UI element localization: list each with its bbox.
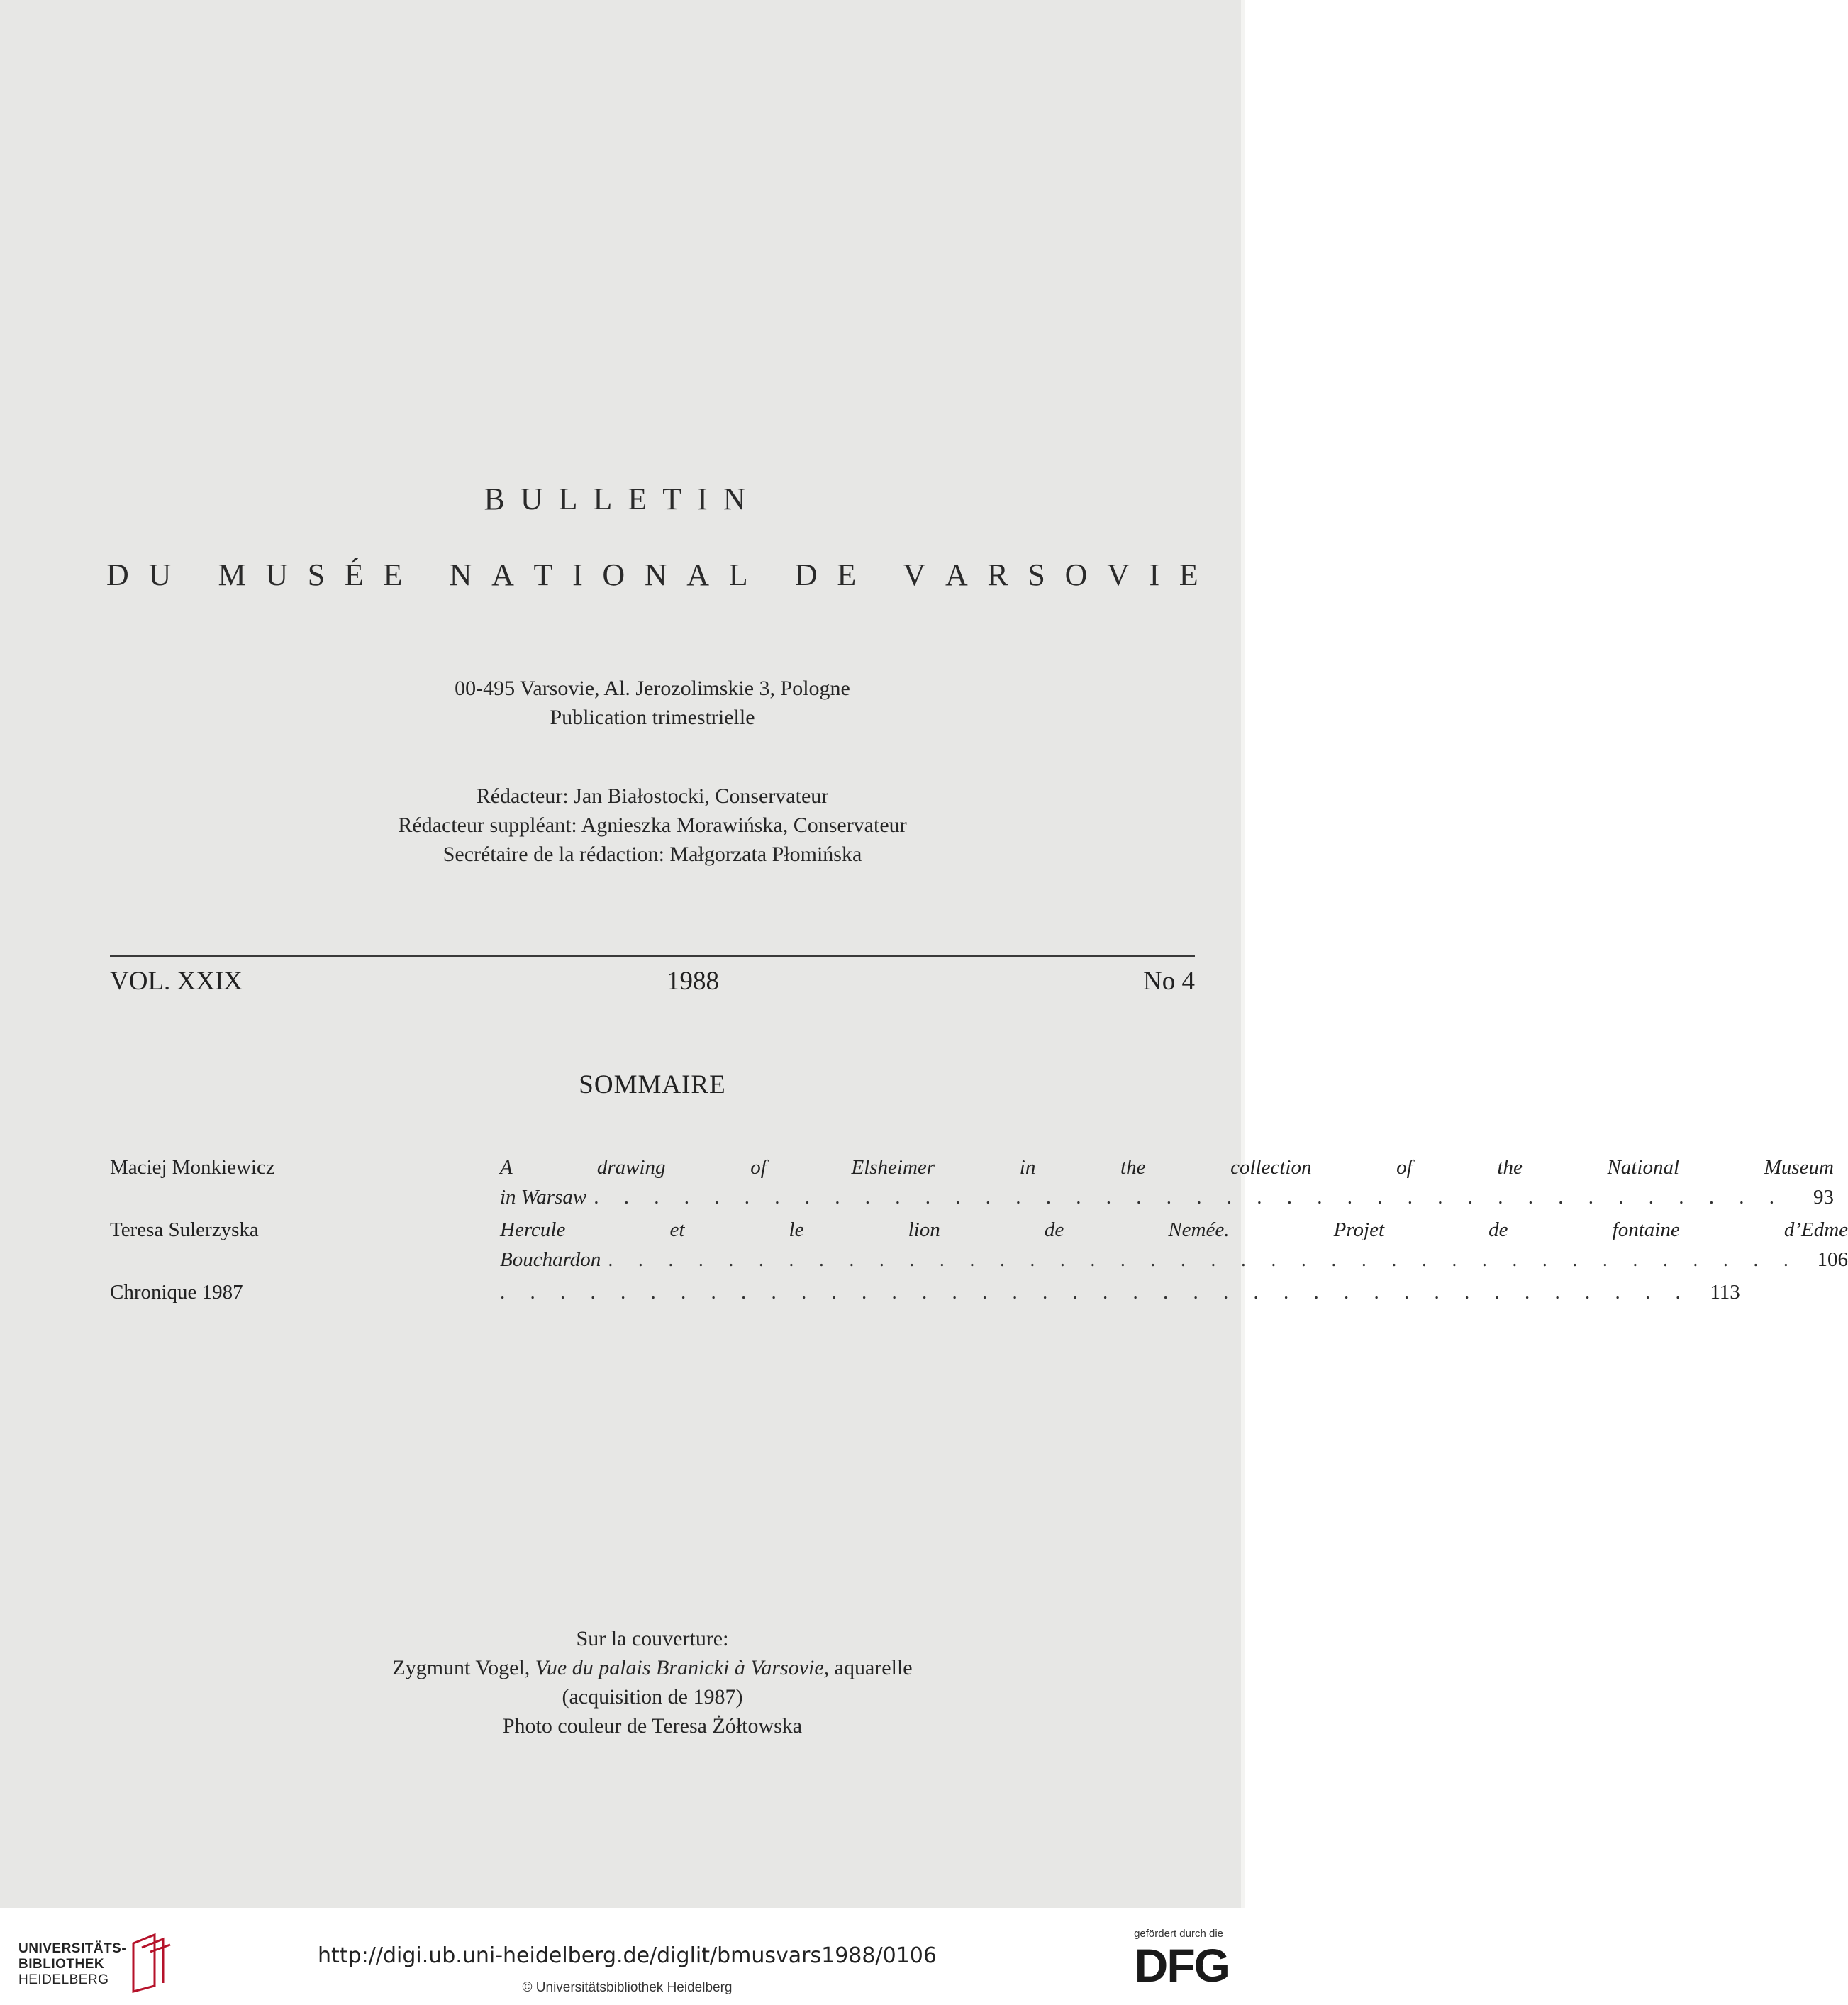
- library-name-1: UNIVERSITÄTS-: [18, 1941, 127, 1956]
- publication-frequency: Publication trimestrielle: [550, 706, 755, 729]
- toc-title: A drawing of Elsheimer in the collection of the National Museum: [500, 1156, 1834, 1179]
- toc-author: Teresa Sulerzyska: [110, 1218, 259, 1241]
- title-letter: U: [265, 557, 289, 592]
- issue-number: No 4: [1143, 967, 1195, 996]
- title-letter: É: [344, 557, 364, 592]
- address-block: [106, 674, 1198, 732]
- title-space: [876, 557, 884, 593]
- funded-by: gefördert durch die: [1134, 1928, 1223, 1940]
- library-name-2: BIBLIOTHEK: [18, 1957, 105, 1972]
- title-letter: U: [148, 557, 172, 592]
- title-letter: O: [1064, 557, 1088, 592]
- deputy-editor: Rédacteur suppléant: Agnieszka Morawińska, Conservateur: [398, 813, 907, 837]
- toc-entry: [110, 1215, 1848, 1274]
- title-letter: I: [1149, 557, 1160, 592]
- title-letter: T: [533, 557, 553, 592]
- library-name-3: HEIDELBERG: [18, 1972, 109, 1987]
- cover-credits: [106, 1624, 1198, 1740]
- cover-description: [106, 1653, 1198, 1682]
- cover-medium: aquarelle: [834, 1656, 913, 1679]
- title-space: [422, 557, 430, 593]
- source-url[interactable]: http://digi.ub.uni-heidelberg.de/diglit/bmusvars1988/0106: [318, 1943, 937, 1968]
- title-letter: R: [987, 557, 1008, 592]
- title-letter: S: [307, 557, 325, 592]
- title-letter: E: [383, 557, 403, 592]
- title-letter: I: [572, 557, 583, 592]
- title-letter: D: [106, 557, 129, 592]
- title-letter: A: [686, 557, 710, 592]
- toc-title: Hercule et le lion de Nemée. Projet de fontaine d’Edme: [500, 1218, 1848, 1241]
- cover-artist: Zygmunt Vogel,: [392, 1656, 530, 1679]
- issue-info: [110, 966, 1195, 996]
- title-space: [191, 557, 199, 593]
- dfg-logo: DFG: [1134, 1939, 1229, 1992]
- title-letter: M: [218, 557, 246, 592]
- title-letter: E: [1179, 557, 1198, 592]
- title-space: [767, 557, 775, 593]
- sommaire-heading: SOMMAIRE: [579, 1070, 726, 1099]
- title-letter: V: [903, 557, 926, 592]
- digitization-footer: [0, 1908, 1254, 2005]
- toc-page: 93: [1813, 1186, 1834, 1209]
- title-letter: V: [1107, 557, 1130, 592]
- address-line: 00-495 Varsovie, Al. Jerozolimskie 3, Pologne: [455, 677, 850, 700]
- title-letter: D: [794, 557, 818, 592]
- toc-author: Maciej Monkiewicz: [110, 1156, 275, 1179]
- title-letter: A: [945, 557, 968, 592]
- toc-page: 106: [1817, 1248, 1848, 1271]
- leader-dots: . . . . . . . . . . . . . . . . . . . . . . . . . . . . . . . . . . . . . . . .: [500, 1281, 1691, 1304]
- museum-title: [106, 557, 1198, 593]
- bulletin-title: BULLETIN: [484, 482, 762, 516]
- title-letter: O: [602, 557, 625, 592]
- editorial-secretary: Secrétaire de la rédaction: Małgorzata Płomińska: [442, 843, 862, 866]
- toc-title-cont: in Warsaw: [500, 1186, 587, 1209]
- cover-acquisition: (acquisition de 1987): [562, 1685, 743, 1709]
- title-letter: E: [837, 557, 857, 592]
- title-letter: N: [449, 557, 472, 592]
- title-letter: A: [491, 557, 514, 592]
- title-letter: N: [644, 557, 667, 592]
- toc-title-cont: Bouchardon: [500, 1248, 601, 1271]
- year: 1988: [667, 967, 720, 996]
- toc-entry: [110, 1277, 1740, 1307]
- toc-entry: [110, 1153, 1834, 1212]
- leader-dots: . . . . . . . . . . . . . . . . . . . . . . . . . . . . . . . . . . . . . . . .: [608, 1248, 1799, 1271]
- cover-work-title: Vue du palais Branicki à Varsovie,: [535, 1656, 830, 1679]
- cover-heading: Sur la couverture:: [576, 1627, 729, 1650]
- copyright: © Universitätsbibliothek Heidelberg: [522, 1980, 733, 1995]
- title-letter: S: [1028, 557, 1045, 592]
- editorial-staff: [106, 782, 1198, 869]
- volume: VOL. XXIX: [110, 967, 243, 996]
- toc-author: Chronique 1987: [110, 1281, 243, 1304]
- leader-dots: . . . . . . . . . . . . . . . . . . . . . . . . . . . . . . . . . . . . . . . .: [594, 1186, 1784, 1209]
- editor: Rédacteur: Jan Białostocki, Conservateur: [476, 784, 829, 808]
- table-of-contents: [110, 1153, 1848, 1310]
- cover-photo-credit: Photo couleur de Teresa Żółtowska: [502, 1714, 803, 1738]
- top-rule: [110, 955, 1195, 957]
- title-letter: L: [728, 557, 748, 592]
- toc-page: 113: [1710, 1281, 1740, 1304]
